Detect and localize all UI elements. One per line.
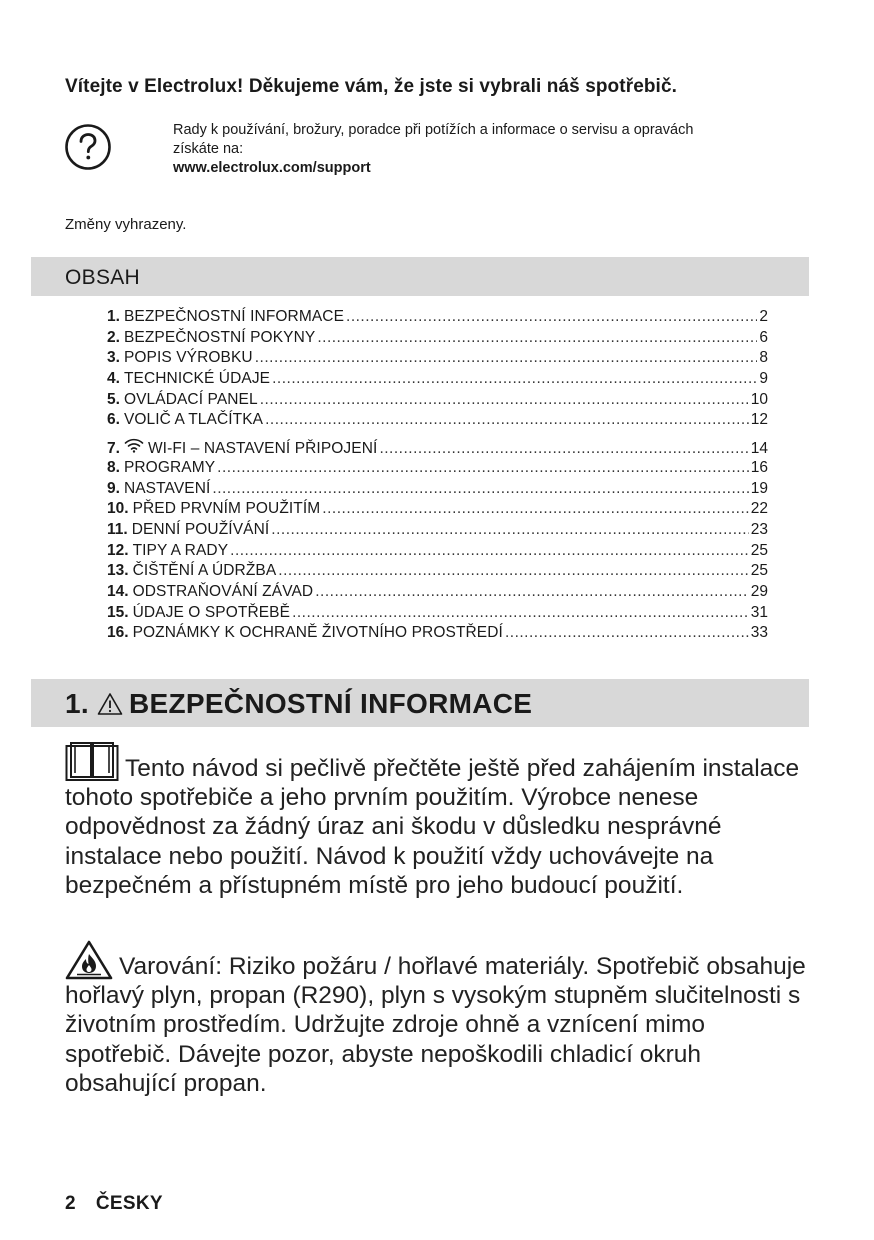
toc-item-number: 4. <box>107 370 120 388</box>
toc-item-page: 22 <box>750 500 768 518</box>
section-title-text: BEZPEČNOSTNÍ INFORMACE <box>128 688 533 719</box>
toc-leader-dots <box>217 458 749 479</box>
safety-paragraph-1 <box>65 742 810 900</box>
toc-item-title: TIPY A RADY <box>132 541 229 559</box>
question-icon <box>64 123 112 171</box>
toc-item[interactable] <box>107 603 768 624</box>
toc-item[interactable] <box>107 369 768 390</box>
toc-item-title: ÚDAJE O SPOTŘEBĚ <box>132 603 291 621</box>
table-of-contents <box>107 307 768 644</box>
toc-item[interactable] <box>107 561 768 582</box>
toc-item-title: ODSTRAŇOVÁNÍ ZÁVAD <box>132 582 314 600</box>
toc-item[interactable] <box>107 458 768 479</box>
support-url-link[interactable]: www.electrolux.com/support <box>173 160 371 176</box>
toc-item-title: POZNÁMKY K OCHRANĚ ŽIVOTNÍHO PROSTŘEDÍ <box>132 624 503 642</box>
toc-item-number: 5. <box>107 390 120 408</box>
toc-item-title: WI-FI – NASTAVENÍ PŘIPOJENÍ <box>147 440 378 458</box>
toc-item-page: 19 <box>750 479 768 497</box>
toc-item[interactable] <box>107 479 768 500</box>
toc-item-title: DENNÍ POUŽÍVÁNÍ <box>131 520 270 538</box>
toc-leader-dots <box>315 582 749 603</box>
support-text-line2: získáte na: <box>173 141 244 157</box>
toc-item-page: 9 <box>759 370 768 388</box>
toc-item-number: 11. <box>107 520 128 538</box>
toc-item-title: ČIŠTĚNÍ A ÚDRŽBA <box>132 562 277 580</box>
toc-leader-dots <box>278 561 748 582</box>
toc-item[interactable] <box>107 499 768 520</box>
toc-item[interactable] <box>107 328 768 349</box>
toc-item-number: 15. <box>107 603 129 621</box>
toc-item-title: POPIS VÝROBKU <box>123 349 253 367</box>
toc-item-title: NASTAVENÍ <box>123 479 211 497</box>
toc-leader-dots <box>322 499 748 520</box>
page-footer <box>65 1193 163 1215</box>
toc-item-title: TECHNICKÉ ÚDAJE <box>123 370 271 388</box>
toc-item-page: 25 <box>750 562 768 580</box>
toc-leader-dots <box>255 348 758 369</box>
toc-leader-dots <box>379 439 748 460</box>
toc-item[interactable] <box>107 437 768 458</box>
changes-note: Změny vyhrazeny. <box>65 216 187 233</box>
toc-item[interactable] <box>107 520 768 541</box>
toc-leader-dots <box>260 390 749 411</box>
toc-item-page: 14 <box>750 440 768 458</box>
toc-leader-dots <box>292 603 749 624</box>
welcome-heading: Vítejte v Electrolux! Děkujeme vám, že jste si vybrali náš spotřebič. <box>65 76 677 97</box>
safety-paragraph-2-text: Varování: Riziko požáru / hořlavé materiály. Spotřebič obsahuje hořlavý plyn, propan (R290), plyn s vysokým stupněm slučitelnosti s životním prostředím. Udržujte zdroje ohně a vznícení mimo spotřebič. Dávejte pozor, abyste nepoškodili chladicí okruh obsahující propan. <box>65 953 806 1097</box>
toc-item-page: 2 <box>759 308 768 325</box>
section-heading-bar <box>31 679 809 727</box>
toc-leader-dots <box>346 307 757 328</box>
toc-item[interactable] <box>107 541 768 562</box>
toc-heading-bar <box>31 257 809 296</box>
toc-item[interactable] <box>107 307 768 328</box>
toc-item-number: 8. <box>107 458 120 476</box>
toc-leader-dots <box>212 479 748 500</box>
toc-item-number: 12. <box>107 541 129 559</box>
toc-item-page: 29 <box>750 582 768 600</box>
toc-item-title: OVLÁDACÍ PANEL <box>123 390 258 408</box>
toc-item-number: 1. <box>107 308 120 325</box>
toc-item-number: 13. <box>107 562 129 580</box>
toc-item-title: PROGRAMY <box>123 458 216 476</box>
section-title <box>65 688 532 720</box>
section-number: 1. <box>65 688 89 719</box>
toc-item-number: 9. <box>107 479 120 497</box>
toc-item-page: 6 <box>759 328 768 346</box>
toc-item-number: 3. <box>107 349 120 367</box>
toc-item-number: 2. <box>107 328 120 346</box>
warning-triangle-icon <box>97 692 123 716</box>
toc-item-title: BEZPEČNOSTNÍ INFORMACE <box>123 308 345 325</box>
toc-leader-dots <box>265 410 749 431</box>
toc-item-number: 7. <box>107 440 120 458</box>
toc-item[interactable] <box>107 623 768 644</box>
toc-item-number: 10. <box>107 500 129 518</box>
toc-item-page: 23 <box>750 520 768 538</box>
flammable-warning-icon <box>65 940 113 980</box>
toc-leader-dots <box>271 520 748 541</box>
toc-item-page: 25 <box>750 541 768 559</box>
toc-leader-dots <box>272 369 757 390</box>
support-text-line1: Rady k používání, brožury, poradce při potížích a informace o servisu a opravách <box>173 122 694 138</box>
toc-leader-dots <box>230 541 749 562</box>
toc-item-page: 33 <box>750 624 768 642</box>
toc-item-page: 10 <box>750 390 768 408</box>
toc-item-number: 6. <box>107 411 120 429</box>
toc-item-number: 16. <box>107 624 129 642</box>
toc-item-title: BEZPEČNOSTNÍ POKYNY <box>123 328 316 346</box>
toc-leader-dots <box>505 623 749 644</box>
wifi-icon <box>124 437 144 453</box>
toc-item-page: 31 <box>750 603 768 621</box>
support-info <box>173 121 813 178</box>
toc-item[interactable] <box>107 582 768 603</box>
safety-paragraph-2 <box>65 940 810 1098</box>
toc-item-page: 12 <box>750 411 768 429</box>
toc-item[interactable] <box>107 348 768 369</box>
toc-leader-dots <box>317 328 757 349</box>
page-number: 2 <box>65 1193 76 1214</box>
toc-heading: OBSAH <box>65 266 141 289</box>
toc-item[interactable] <box>107 390 768 411</box>
toc-item[interactable] <box>107 410 768 431</box>
toc-item-page: 8 <box>759 349 768 367</box>
book-icon <box>65 742 119 782</box>
safety-paragraph-1-text: Tento návod si pečlivě přečtěte ještě před zahájením instalace tohoto spotřebiče a jeho prvním použitím. Výrobce nenese odpovědnost za žádný úraz ani škodu v důsledku nesprávné instalace nebo použití. Návod k použití vždy uchovávejte na bezpečném a přístupném místě pro jeho budoucí použití. <box>65 755 800 899</box>
toc-item-title: PŘED PRVNÍM POUŽITÍM <box>132 500 321 518</box>
language-label: ČESKY <box>95 1193 163 1214</box>
toc-item-number: 14. <box>107 582 129 600</box>
toc-item-title: VOLIČ A TLAČÍTKA <box>123 411 264 429</box>
toc-item-page: 16 <box>750 458 768 476</box>
